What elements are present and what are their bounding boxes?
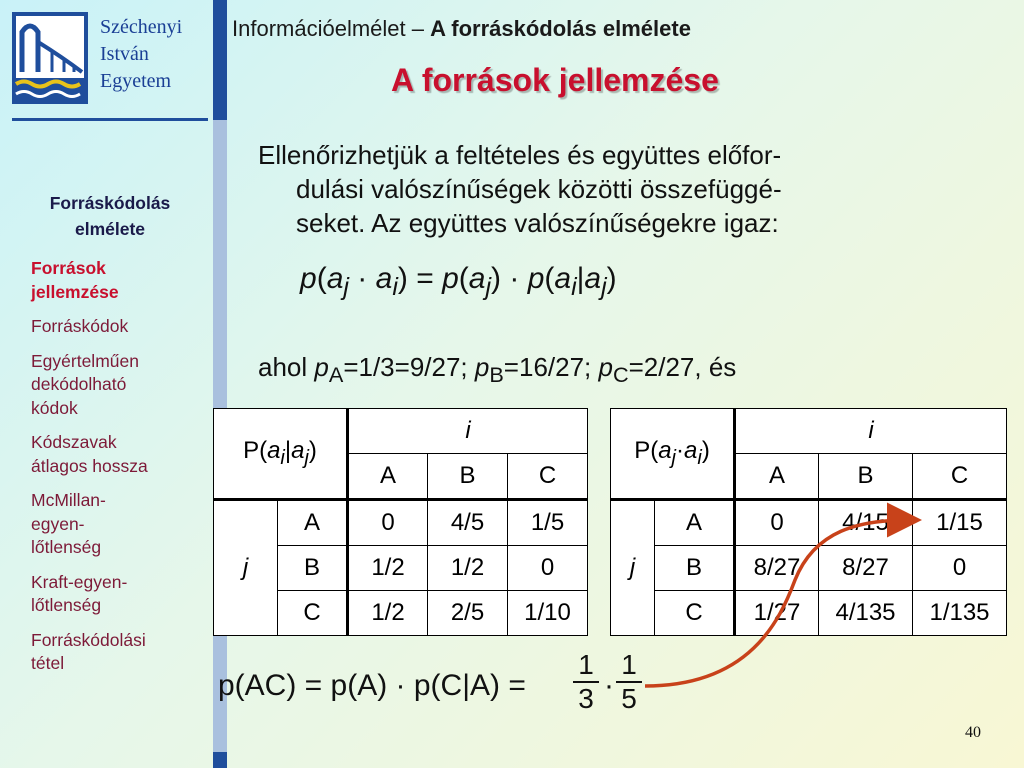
sidebar-item-kodszavak[interactable]: [31, 431, 211, 478]
row-header: A: [278, 500, 348, 546]
sidebar-item-label: lőtlenség: [31, 595, 102, 615]
table-cell: 1/2: [348, 591, 428, 636]
subtitle-bold: A forráskódolás elmélete: [430, 16, 691, 41]
sidebar-item-label: lőtlenség: [31, 537, 102, 557]
page-title: A források jellemzése: [391, 62, 719, 98]
table-row: [214, 500, 588, 546]
dot-operator: ·: [604, 669, 614, 702]
logo-line: Széchenyi: [100, 16, 183, 38]
column-header: C: [913, 454, 1007, 500]
sidebar-item-forraskodolasi-tetel[interactable]: [31, 629, 211, 676]
logo-line: István: [100, 43, 149, 65]
column-header: A: [735, 454, 819, 500]
sidebar-item-label: kódok: [31, 397, 78, 418]
table-cell: 1/10: [508, 591, 588, 636]
sidebar-item-mcmillan[interactable]: [31, 489, 211, 560]
sidebar-item-egyertelmuen-dekodolhato[interactable]: [31, 350, 211, 421]
sidebar-item-label: Források: [31, 258, 106, 278]
sidebar-item-label: dekódolható: [31, 374, 127, 394]
sidebar-item-label: Kódszavak: [31, 432, 117, 452]
body-paragraph: [258, 138, 998, 240]
sidebar-item-label: jellemzése: [31, 281, 119, 302]
page-number: 40: [965, 724, 981, 741]
row-group-header: j: [611, 500, 655, 636]
table-cell: 0: [348, 500, 428, 546]
table-cell: 4/5: [428, 500, 508, 546]
paragraph-line: Ellenőrizhetjük a feltételes és együttes előfor-: [258, 140, 782, 170]
curved-arrow-icon: [630, 500, 930, 700]
table-cell: 1/2: [348, 546, 428, 591]
table-cell: 4/15: [819, 500, 913, 546]
probabilities-line: ahol $p_A=1/3=9/27$; $p_B=16/27$; $p_C=2/27$, és: [258, 352, 737, 388]
row-header: C: [655, 591, 735, 636]
table-cell: 8/27: [735, 546, 819, 591]
sidebar-item-kraft[interactable]: [31, 571, 211, 618]
table-corner-header: $P(a_j\cdot a_i)$: [611, 409, 735, 500]
table-cell: 1/2: [428, 546, 508, 591]
sidebar-item-label: átlagos hossza: [31, 455, 148, 476]
sidebar-title-line: Forráskódolás: [49, 193, 171, 213]
sidebar-item-label: Forráskódok: [31, 316, 129, 336]
sidebar-item-label: Kraft-egyen-: [31, 571, 128, 592]
table-cell: 1/5: [508, 500, 588, 546]
paragraph-line: dulási valószínűségek közötti összefüggé-: [296, 174, 782, 204]
logo-text: [100, 14, 182, 95]
column-header: B: [428, 454, 508, 500]
column-header: A: [348, 454, 428, 500]
table-cell: 8/27: [819, 546, 913, 591]
conditional-probability-table: [213, 408, 588, 636]
row-header: B: [655, 546, 735, 591]
sidebar-item-label: tétel: [31, 653, 65, 673]
column-group-header: i: [735, 409, 1007, 454]
sidebar-nav: [31, 257, 211, 687]
joint-probability-formula: $p(a_j \cdot a_i) = p(a_j) \cdot p(a_i|a_j)$: [300, 262, 617, 301]
fraction: $\frac{1}{5}$: [616, 649, 642, 715]
table-cell: 1/15: [913, 500, 1007, 546]
logo-line: Egyetem: [100, 70, 172, 92]
logo-divider: [12, 118, 208, 121]
university-logo-icon: [12, 12, 88, 104]
row-header: C: [278, 591, 348, 636]
table-corner-header: $P(a_i|a_j)$: [214, 409, 348, 500]
column-header: C: [508, 454, 588, 500]
sidebar-item-label: egyen-: [31, 513, 85, 534]
header-subtitle: [232, 16, 691, 42]
table-cell: 0: [735, 500, 819, 546]
sidebar-item-label: McMillan-: [31, 490, 106, 510]
sidebar-item-label: Egyértelműen: [31, 350, 139, 371]
table-cell: 0: [508, 546, 588, 591]
row-header: B: [278, 546, 348, 591]
column-group-header: i: [348, 409, 588, 454]
sidebar-title-line: elmélete: [74, 219, 146, 239]
row-header: A: [655, 500, 735, 546]
vertical-divider-bar: [213, 0, 227, 768]
table-cell: 1/135: [913, 591, 1007, 636]
fraction: $\frac{1}{3}$: [573, 649, 599, 715]
table-cell: 2/5: [428, 591, 508, 636]
paragraph-line: seket. Az együttes valószínűségekre igaz:: [296, 208, 779, 238]
column-header: B: [819, 454, 913, 500]
subtitle-plain: Információelmélet –: [232, 16, 431, 41]
table-cell: 4/135: [819, 591, 913, 636]
sidebar-item-forrasok-jellemzese[interactable]: [31, 257, 211, 304]
sidebar-item-label: Forráskódolási: [31, 629, 146, 650]
formula-text: p(AC) = p(A) · p(C|A) =: [218, 669, 526, 702]
sidebar-item-forraskodok[interactable]: [31, 315, 211, 339]
row-group-header: j: [214, 500, 278, 636]
table-cell: 0: [913, 546, 1007, 591]
sidebar-title: [20, 190, 200, 242]
table-cell: 1/27: [735, 591, 819, 636]
